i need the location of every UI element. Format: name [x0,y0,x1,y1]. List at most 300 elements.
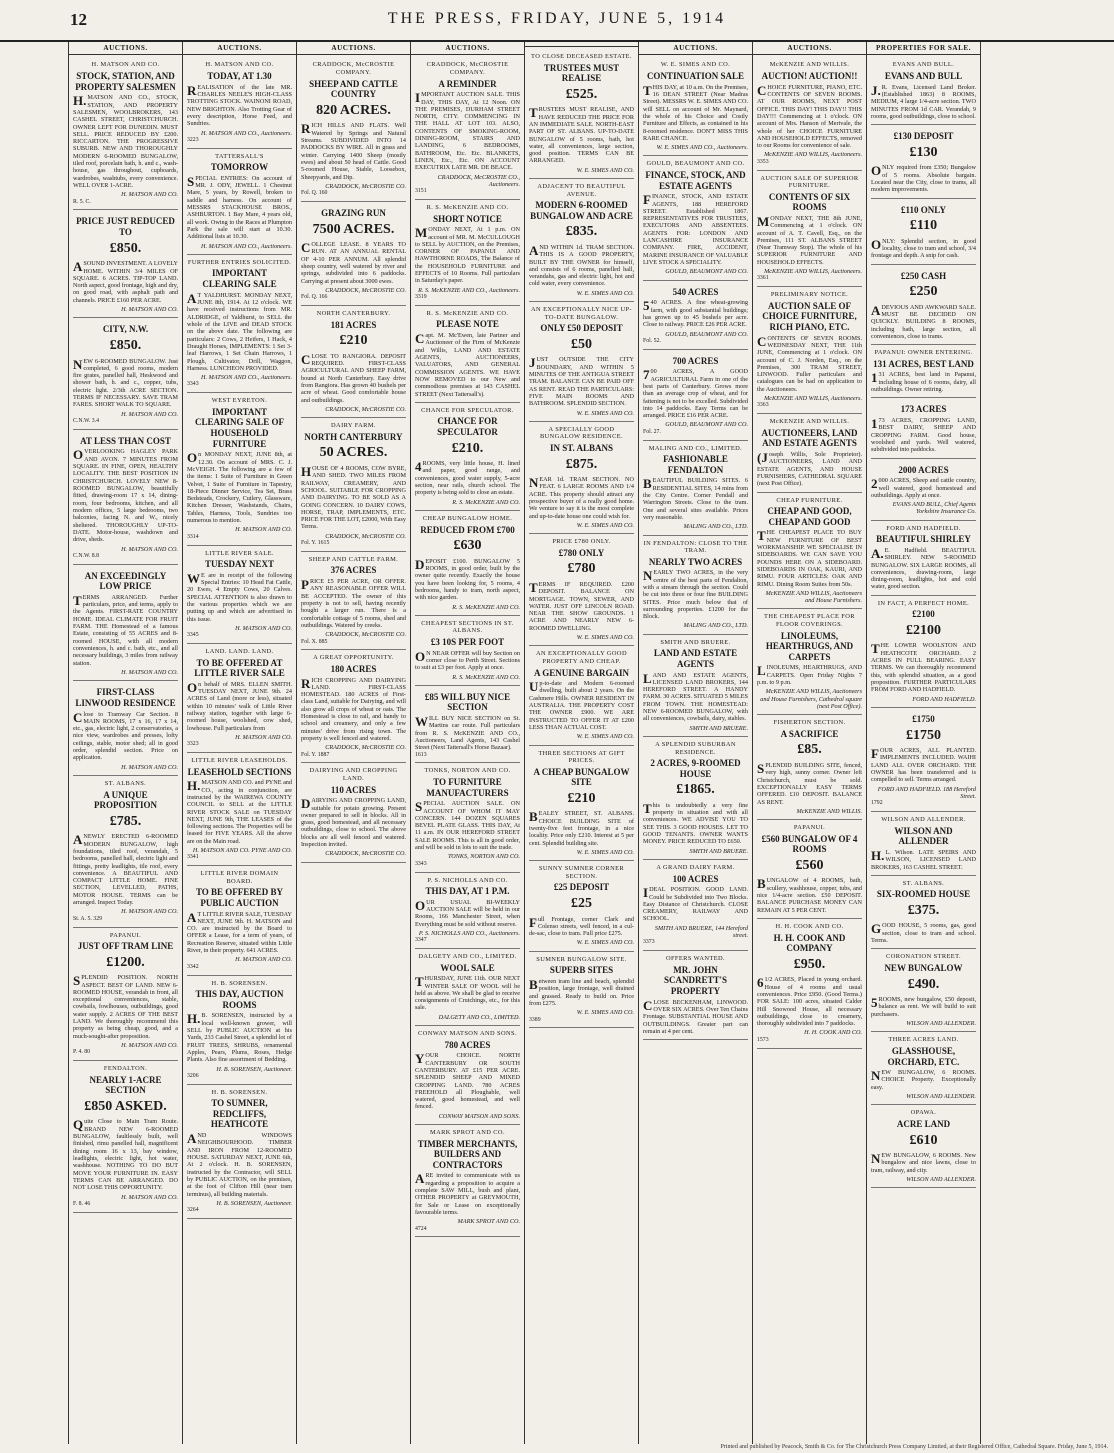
ad-price: £1865. [676,782,715,798]
advertisement [871,1107,976,1188]
ad-headline: A REMINDER [438,78,497,89]
ad-headline: STOCK, STATION, AND PROPERTY SALESMEN [75,71,176,92]
advertiser-name: THREE SECTIONS AT GIFT PRICES. [538,749,625,765]
advertisement [871,598,976,708]
ad-headline: 700 ACRES [672,355,719,366]
ad-headline: A GENUINE BARGAIN [533,667,629,678]
ad-headline: IMPORTANT CLEARING SALE [202,268,277,290]
ad-body: BEAUTIFUL BUILDING SITES. 6 RESIDENTIAL SITES, 14 mins from the City Centre. Corner Fendall and Warrington Streets. Close to the tram. One and several sites available. Prices very reasonable. [643,476,748,521]
advertisement [643,637,748,737]
advertisement [73,567,178,682]
ad-reference: 3363 [757,402,769,409]
ad-headline: LINOLEUMS, HEARTHRUGS, AND CARPETS [765,630,854,662]
advertisement [871,710,976,812]
ad-price: £50 [571,336,592,352]
advertisement [871,267,976,346]
advertiser-name: MALING AND CO., LIMITED. [648,444,743,452]
ad-headline: JUST OFF TRAM LINE [77,941,174,952]
advertiser-name: DAIRYING AND CROPPING LAND. [309,767,398,783]
ad-headline: £130 DEPOSIT [893,131,954,142]
ad-reference: 3264 [187,1207,199,1214]
ad-headline: £110 ONLY [901,204,946,215]
ad-body: GOOD HOUSE, 5 rooms, gas, good section, close to tram and school. Terms. [871,921,976,945]
column-heading: AUCTIONS. [297,44,410,55]
ad-body: NEAR 1d. TRAM SECTION. NO FEAT. 6 LARGE ROOMS AND 1/4 ACRE. This property should attract any prospective buyer of a really good home. We venture to say it is the most complete and up-to-date house one could wish for. [529,475,634,520]
advertisement [871,127,976,198]
ad-body: H.B. SORENSEN, instructed by a local well-known grower, will SELL by PUBLIC AUCTION at his Yards, 233 Cashel Street, a splendid lot of FRUIT TREES, SHRUBS, ornamental Apples, Pears, Plums, Roses, Hedge Plants. Also fine assortment of Bedding. [187,1011,292,1064]
ad-body: 4ROOMS, very little house, H. lined and paper, good range, and conveniences, good water supply, 5-acre section, near rails, church school. The property is being sold to close an estate. [415,459,520,497]
advertiser-name: CHANCE FOR SPECULATOR. [421,406,514,414]
ad-headline: AN EXCEEDINGLY LOW PRICE [84,570,167,592]
advertiser-name: FURTHER ENTRIES SOLICITED. [187,258,292,266]
ad-body: COLLEGE LEASE. 8 YEARS TO RUN. AT AN ANNUAL RENTAL OF 4-10 PER ANNUM. All splendid sheep country, well watered by river and springs, subdivided into 6 paddocks. Carrying at present about 3000 ewes. [301,240,406,285]
advertisement [73,930,178,1062]
ad-signature: CRADDOCK, McCROSTIE CO. [325,631,406,639]
advertisement [73,320,178,429]
ad-signature: CONWAY MATSON AND SONS. [438,1112,520,1120]
ad-body: 131 ACRES, best land in Papanui, including house of 6 rooms, dairy, all outbuildings. Owner retiring. [871,370,976,394]
ad-signature: H. MATSON AND CO., Auctioneers. [201,374,292,382]
advertisement [187,755,292,866]
ad-signature: H. MATSON AND CO. [121,306,178,314]
ad-signature: P. S. NICHOLLS AND CO., Auctioneers. [418,929,520,937]
ad-headline: NEARLY 1-ACRE SECTION [89,1074,162,1096]
ad-price: £85. [797,742,822,758]
ad-body: REALISATION of the late MR. CHARLES NEELE'S HIGH-CLASS TROTTING STOCK. WAINONI ROAD, NEW BRIGHTON. Also Trotting Gear of every description, Horse Feed, and Sundries. [187,82,292,128]
advertisement [415,688,520,764]
advertisement [529,304,634,422]
ad-headline: FIRST-CLASS LINWOOD RESIDENCE [75,687,176,708]
ad-headline: PLEASE NOTE [436,319,499,330]
ad-signature: MARK SPROT AND CO. [457,1218,520,1226]
ad-signature: CRADDOCK, McCROSTIE CO., Auctioneers. [437,173,520,188]
column-heading: AUCTIONS. [411,44,524,55]
ad-signature: H. MATSON AND CO. [121,908,178,916]
ad-body: A.E. Hadfield. BEAUTIFUL SHIRLEY. NEW 5-ROOMED BUNGALOW. SIX LARGE ROOMS, all conveniences, drawing-room, large dining-room, leadlights, hot and cold water, good section. [871,545,976,591]
ad-reference: Fol. 27. [643,428,661,435]
ad-headline: £780 ONLY [558,547,605,558]
ad-signature: McKENZIE AND WILLIS, Auctioneers. [764,395,862,403]
ad-headline: SHORT NOTICE [433,213,502,224]
ad-headline: TO FURNITURE MANUFACTURERS [426,776,509,798]
advertiser-name: DAIRY FARM. [331,422,376,430]
column-4 [411,42,525,1444]
advertisement [757,289,862,414]
ad-signature: WILSON AND ALLENDER. [906,1020,976,1028]
advertisement [643,862,748,951]
advertisement [529,51,634,179]
advertiser-name: EVANS AND BULL. [892,61,955,69]
ad-signature: W. E. SIMES AND CO. [576,939,634,947]
advertisement [643,283,748,350]
advertiser-name: TONKS, NORTON AND CO. [424,767,511,775]
ad-signature: R. S. McKENZIE AND CO. [452,498,520,506]
ad-price: £210 [339,333,368,349]
ad-body: THIS DAY, at 10 a.m. On the Premises, 16 DEAN STREET (Near Madras Street). MESSRS W. E. SIMES AND CO. will SELL on account of Mr. Maynard, the whole of his Choice and Costly Furniture and Effects, as contained in his 8-roomed residence. DON'T MISS THIS RARE CHANCE. [643,82,748,142]
ad-reference: 3343 [415,860,427,867]
ad-signature: H. MATSON AND CO., Auctioneers. [201,242,292,250]
advertisement [301,204,406,306]
ad-body: NEARLY TWO ACRES, in the very centre of the best parts of Fendalton, with a stream through the section. Could be cut into three or four fine BUILDING SITES. Price much below that of surrounding properties. £1200 for the Block. [643,568,748,621]
ad-body: Up-to-date and Modern 6-roomed dwelling, built about 2 years. On the Cashmere Hills. OWNER RESIDENT IN AUSTRALIA. THE PROPERTY COST THE OWNER £900. WE ARE INSTRUCTED TO OFFER IT AT £200 LESS THAN ACTUAL COST. [529,679,634,731]
ad-headline: FINANCE, STOCK, AND ESTATE AGENTS [645,170,746,191]
advertisement [301,308,406,418]
advertisement [757,416,862,492]
ad-reference: Fol. Y. 1615 [301,540,330,547]
ad-reference: 3341 [187,854,199,861]
advertisement [415,618,520,686]
ad-body: AND WITHIN 1d. TRAM SECTION. THIS IS A GOOD PROPERTY, BUILT BY THE OWNER for himself, and consists of 6 rooms, panelled hall, verandahs, gas and electric light, hot and cold water, every convenience. [529,242,634,288]
masthead [0,0,1114,42]
advertisement [871,878,976,950]
advertiser-name: ST. ALBANS. [104,780,147,788]
ad-reference: 1613 [415,751,427,758]
advertiser-name: McKENZIE AND WILLIS. [769,61,850,69]
ad-headline: TUESDAY NEXT [204,559,275,570]
advertisement [529,424,634,534]
ad-body: Capt. M. Mc'Ewen, late Partner and Auctioneer of the Firm of McKenzie and Willis, LAND AND ESTATE AGENTS, AUCTIONEERS, VALUATORS, AND GENERAL COMMISSION AGENTS. WE HAVE NOW REMOVED to our New and commodious premises at 143 CASHEL STREET (Next Tattersall's). [415,331,520,398]
ad-reference: Fol. Q. 160 [301,190,328,197]
advertisement [187,978,292,1085]
ad-signature: W. E. SIMES AND CO., Auctioneers. [656,144,748,152]
ad-price: £2100 [906,622,941,638]
ad-headline: CHANCE FOR SPECULATOR [437,416,498,437]
ad-body: ADEVIOUS AND AWKWARD SALE. MUST BE DECIDED ON QUICKLY. BUILDING 8 ROOMS, including bath, large section, all conveniences, close to trams. [871,302,976,341]
ad-body: 173 ACRES, CROPPING LAND, BEST DAIRY, SHEEP AND CROPPING FARM. Good house, woolshed and yards. Well watered, subdivided into paddocks. [871,416,976,454]
ad-reference: 3373 [643,939,655,946]
advertiser-name: OPAWA. [910,1109,937,1117]
advertisement [871,347,976,398]
ad-headline: AT LESS THAN COST [80,435,171,446]
advertisement [73,1063,178,1213]
advertisement [301,59,406,201]
column-2 [183,42,297,1444]
ad-headline: 540 ACRES [672,286,719,297]
ad-signature: McKENZIE AND WILLIS, Auctioneers. [764,151,862,159]
ad-body: LINOLEUMS, HEARTHRUGS, AND CARPETS. Open Friday Nights 7 p.m. to 9 p.m. [757,663,862,687]
ad-reference: 3347 [415,937,427,944]
ad-price: 7500 ACRES. [312,221,395,237]
ad-headline: AUCTION SALE OF CHOICE FURNITURE, RICH PIANO, ETC. [762,300,857,332]
ad-body: 700 ACRES, A GOOD AGRICULTURAL Farm in one of the best parts of Canterbury. Grows more than an average crop of wheat, and for fattening is not to be excelled. Subdivided into 14 paddocks. Easy Terms can be arranged. PRICE £16 PER ACRE. [643,367,748,420]
ad-body: Full Frontage, corner Clark and Colenso streets, well fenced, in a cul-de-sac, close to tram. Full price £275. [529,914,634,938]
ad-body: DAIRYING AND CROPPING LAND, suitable for potato growing. Present owner prepared to sell in blocks. All in grass, good homestead, and all necessary outbuildings, close to school. The above blocks are all well fenced and watered. Inspection invited. [301,796,406,849]
ad-headline: ACRE LAND [896,1118,951,1129]
ad-headline: 780 ACRES [444,1039,491,1050]
ad-signature: H. MATSON AND CO. [121,545,178,553]
ad-body: MONDAY NEXT, THE 8th JUNE, Commencing at 1 o'clock. ON account of A. T. Cavell, Esq., on the Premises, 111 ST. ALBANS STREET (Near Tramway Stop). The whole of his SUPERIOR FURNITURE AND HOUSEHOLD EFFECTS. [757,213,862,266]
ad-body: H.MATSON AND CO. and PYNE and CO., acting in conjunction, are instructed by the WAIREWA COUNTY COUNCIL to SELL at the LITTLE RIVER STOCK SALE on TUESDAY NEXT, JUNE 9th, THE LEASES of the following sections. The Properties will be leased for FIVE YEARS. All the above are on the Main road. [187,778,292,845]
advertisement [187,59,292,148]
ad-signature: R. S. McKENZIE AND CO. [452,673,520,681]
ad-body: 5ROOMS, new bungalow, £50 deposit, balance as rent. We will build to suit purchasers. [871,995,976,1018]
advertiser-name: H. MATSON AND CO. [91,61,160,69]
ad-body: TRUSTEES MUST REALISE, AND HAVE REDUCED THE PRICE FOR AN IMMEDIATE SALE. NORTH-EAST PART OF ST. ALBANS. UP-TO-DATE BUNGALOW of 5 rooms, bath, hot water, all conveniences, large section, good position. TERMS CAN BE ARRANGED. [529,105,634,165]
ad-body: ASOUND INVESTMENT. A LOVELY HOME. WITHIN 3/4 MILES OF SQUARE. 6 ACRES. TIP-TOP LAND. North aspect, good frontage, high and dry, on good road, with asphalt path and channels. PRICE £160 PER ACRE. [73,259,178,304]
advertiser-name: AUCTION SALE OF SUPERIOR FURNITURE. [760,174,859,190]
ad-price: £850 ASKED. [84,1098,167,1114]
advertisement [187,257,292,393]
ad-body: 540 ACRES. A fine wheat-growing farm, with good substantial buildings; has grown up to 45 bushels per acre. Close to railway. PRICE £26 PER ACRE. [643,298,748,329]
ad-body: ON NEAR OFFER will buy Section on corner close to Perth Street. Sections to suit at £3 per foot. Apply at once. [415,648,520,672]
advertiser-name: PAPANUI. [793,824,826,832]
advertisement [529,536,634,646]
ad-reference: 3151 [415,188,427,195]
ad-headline: WOOL SALE [440,962,495,973]
advertiser-name: THE CHEAPEST PLACE FOR FLOOR COVERINGS. [764,613,855,629]
ad-headline: REDUCED FROM £700 [420,524,515,535]
advertiser-name: LITTLE RIVER SALE. [205,549,274,557]
ad-headline: MODERN 6-ROOMED BUNGALOW AND ACRE [530,200,633,221]
advertisement [529,954,634,1029]
advertiser-name: SHEEP AND CATTLE FARM. [308,555,399,563]
ad-price: £875. [565,456,598,472]
ad-reference: 3345 [187,632,199,639]
ad-signature: R. S. McKENZIE AND CO. [452,603,520,611]
ad-signature: SMITH AND BRUERE. [689,847,748,855]
ad-headline: SHEEP AND CATTLE COUNTRY [309,78,398,100]
ad-price: £375. [907,902,940,918]
advertisement [643,59,748,156]
advertiser-name: DALGETY AND CO., LIMITED. [418,953,517,961]
ad-body: FINANCE, STOCK, AND ESTATE AGENTS, 188 HEREFORD STREET. Established 1867. REPRESENTATIVES FOR TRUSTEES, EXECUTORS AND ABSENTEES. AGENTS FOR: LONDON AND LANCASHIRE INSURANCE COMPANY. FIRE, ACCIDENT, MARINE INSURANCE OF VALUABLE LIVE STOCK A SPECIALITY. [643,192,748,267]
ad-headline: 180 ACRES [330,663,377,674]
ad-reference: 3343 [187,381,199,388]
ad-body: THE LOWER WOOLSTON AND HEATHCOTE ORCHARD. 2 ACRES IN FULL BEARING. EASY TERMS. We can thoroughly recommend this, with splendid situation, as a good proposition. FURTHER PARTICULARS FROM FORD AND HADFIELD. [871,641,976,694]
advertiser-name: IN FENDALTON: CLOSE TO THE TRAM. [643,539,748,555]
ad-body: H.L. Wilson. LATE SPEIRS AND WILSON, LICENSED LAND BROKERS, 163 CASHEL STREET. [871,847,976,871]
advertisement [415,875,520,950]
ad-price: £525. [565,86,598,102]
ad-body: FOUR ACRES, ALL PLANTED. IMPLEMENTS INCLUDED. WAIHI LAND ALL OVER ORCHARD. THE OWNER has been transferred and is compelled to sell. Terms arranged. [871,746,976,784]
advertiser-name: H. B. SORENSEN. [211,1088,268,1096]
advertiser-name: CHEAPEST SECTIONS IN ST. ALBANS. [421,619,514,635]
ad-reference: 3342 [187,963,199,970]
ad-signature: H. MATSON AND CO. [235,624,292,632]
advertiser-name: PAPANUI: OWNER ENTERING. [874,349,973,357]
ad-body: AT LITTLE RIVER SALE, TUESDAY NEXT, JUNE 9th. H. MATSON and CO. are instructed by the Board to OFFER a Lease, for a term of years, of Recreation Reserve, situated within Little River, in their property. 641 ACRES. [187,909,292,955]
ad-price: £850. [109,337,142,353]
column-3 [297,42,411,1444]
ad-headline: 181 ACRES [330,319,377,330]
ad-headline: A CHEAP BUNGALOW SITE [533,766,630,788]
advertiser-name: FENDALTON. [103,1065,148,1073]
ad-reference: 3206 [187,1072,199,1079]
ad-headline: TO BE OFFERED BY PUBLIC AUCTION [195,887,284,908]
ad-headline: SUPERB SITES [549,965,614,976]
ad-price: 820 ACRES. [316,102,391,118]
ad-signature: W. E. SIMES AND CO. [576,733,634,741]
advertiser-name: H. MATSON AND CO. [205,61,274,69]
ad-headline: LEASEHOLD SECTIONS [187,766,292,777]
ad-headline: A UNIQUE PROPOSITION [93,789,157,811]
advertisement [187,151,292,255]
ad-price: 50 ACRES. [319,445,388,461]
advertisement [415,951,520,1026]
ad-price: £1200. [106,954,145,970]
ad-signature: CRADDOCK, McCROSTIE CO. [325,744,406,752]
advertisement [757,717,862,820]
ad-body: HOUSE OF 4 ROOMS, COW BYRE, AND SHED. TWO MILES FROM RAILWAY, CREAMERY, AND SCHOOL. SUITABLE FOR CROPPING AND DAIRYING. TO BE SOLD AS A GOING CONCERN. 10 DAIRY COWS, HORSE, TRAP, IMPLEMENTS, ETC. PRICE FOR THE LOT, £2000, With Easy Terms. [301,463,406,531]
advertisement [871,523,976,596]
ad-signature: GOULD, BEAUMONT AND CO. [665,421,748,429]
ad-signature: H. MATSON AND CO., Auctioneers. [201,129,292,137]
ad-signature: WILSON AND ALLENDER. [906,1093,976,1101]
ad-body: IDEAL POSITION. GOOD LAND. Could be Subdivided into Two Blocks. Easy Distance of Christchurch. CLOSE CREAMERY, RAILWAY AND SCHOOL. [643,885,748,923]
advertisement [643,538,748,635]
ad-headline: £560 BUNGALOW OF 4 ROOMS [761,833,858,855]
advertisement [187,1087,292,1219]
ad-headline: CONTENTS OF SIX ROOMS [768,191,851,213]
ad-signature: SMITH AND BRUERE, 144 Hereford street. [654,924,748,940]
ad-signature: McKENZIE AND WILLIS, Auctioneers and House Furnishers, Cathedral square (next Post Office). [760,688,862,710]
ad-body: RICH HILLS AND FLATS. Well Watered by Springs and Natural Streams. SUBDIVIDED INTO 14 PADDOCKS BY WIRE. All in grass and winter. Carrying 1400 Sheep (mostly ewes) and about 50 head of Cattle. Good 5-roomed House, Stable, Loosebox, Sheepyards, and Dip. [301,121,406,181]
ad-body: On behalf of MRS. ELLEN SMITH. TUESDAY NEXT, JUNE 9th. 24 ACRES of Land (more or less), situated within 10 minutes' walk of Little River railway station, together with large 6-roomed house, woolshed, cow shed, lowhouse. Full particulars from [187,679,292,732]
ad-reference: R. 5. C. [73,198,91,205]
ad-headline: IN ST. ALBANS [549,442,614,453]
ad-signature: CRADDOCK, McCROSTIE CO. [325,182,406,190]
ad-body: ONLY: Splendid section, in good locality, close to tram and school, 3/4 frontage and depth. A snip for cash. [871,236,976,260]
ad-headline: 100 ACRES [672,873,719,884]
ad-signature: H. MATSON AND CO. [121,763,178,771]
ad-signature: H. B. SORENSEN, Auctioneer. [216,1199,292,1207]
ad-body: AT YALDHURST. MONDAY NEXT, JUNE 8th, 1914. At 12 o'clock. WE have received instructions from MR. ALDRIDGE, of Yaldhurst, to SELL the whole of the LIVE and DEAD STOCK on the above date. The following are particulars: 2 Cows, 2 Heifers, 1 Hack, 4 Draught Horses, IMPLEMENTS: 1 Set 3-leaf Harrows, 1 Set Chain Harrows, 1 Plough, Cultivator, Drill, Waggon, Harness. LUNCHEON PROVIDED. [187,290,292,372]
ad-price: £490. [907,976,940,992]
ad-body: This is undoubtedly a very fine property in situation and with all conveniences. WE ADVISE YOU TO SEE THIS. 3 GOOD HOUSES. LET TO GOOD TENANTS. OWNER WANTS MONEY. PRICE REDUCED TO £650. [643,800,748,846]
column-heading: AUCTIONS. [753,44,866,55]
ad-headline: A SACRIFICE [780,728,839,739]
ad-signature: H. MATSON AND CO. [121,1193,178,1201]
ad-signature: W. E. SIMES AND CO. [576,409,634,417]
ad-body: NEW BUNGALOW, 6 ROOMS. New bungalow and nice lawns, close to tram, railway, and city. [871,1151,976,1174]
advertisement [301,652,406,763]
advertiser-name: A GRAND DAIRY FARM. [656,864,735,872]
ad-signature: CRADDOCK, McCROSTIE CO. [325,286,406,294]
column-7 [753,42,867,1444]
ad-body: OVERLOOKING HAGLEY PARK AND AVON. 7 MINUTES FROM SQUARE. IN FINE, OPEN, HEALTHY LOCALITY. THE BEST POSITION IN CHRISTCHURCH. LOVELY NEW 8-ROOMED BUNGALOW, beautifully fitted, drawing-room 17 x 14, dining-room, four bedrooms, kitchen, and all modern offices, 5 large bedrooms, two balconies, facing N. and W., nicely sheltered. THOROUGHLY UP-TO-DATE. Motor-house, washdown and drive, sheds. [73,447,178,544]
ad-body: TERMS IF REQUIRED. £200 DEPOSIT. BALANCE ON MORTGAGE. TOWN, SEWER, AND WATER. JUST OFF LINCOLN ROAD. NEAR THE SHOW GROUNDS. 1 ACRE AND NEARLY NEW 6-ROOMED DWELLING. [529,579,634,632]
column-5 [525,42,639,1444]
ad-signature: R. S. McKENZIE AND CO., Auctioneers. [418,286,520,294]
newspaper-page [68,42,1109,1444]
ad-signature: H. MATSON AND CO. PYNE AND CO. [192,847,292,855]
advertisement [73,778,178,928]
ad-reference: 3314 [187,533,199,540]
advertiser-name: W. E. SIMES AND CO. [660,61,731,69]
advertisement [757,921,862,1049]
advertisement [871,1034,976,1105]
ad-body: NEW BUNGALOW, 6 ROOMS. CHOICE Property. Exceptionally easy. [871,1068,976,1091]
ad-headline: FASHIONABLE FENDALTON [663,454,728,475]
ad-price: £210 [567,790,596,806]
ad-headline: GLASSHOUSE, ORCHARD, ETC. [887,1045,960,1067]
ad-body: J.R. Evans, Licensed Land Broker. (Established 1863) 8 ROOMS, MEDIUM, 4 large 1/4-acre section. TWO MINUTES FROM 1d CAR. Verandah, 9 rooms, good outbuildings, close to school. [871,82,976,120]
ad-headline: THIS DAY, AUCTION ROOMS [195,989,284,1010]
ad-signature: H. MATSON AND CO. [121,1042,178,1050]
advertiser-name: AN EXCEPTIONALLY NICE UP-TO-DATE BUNGALOW. [531,306,632,321]
ad-body: SPLENDID BUILDING SITE, fenced, very high, sunny corner. Owner left Christchurch, must be sold. EXCEPTIONALLY EASY TERMS OFFERED. £10 DEPOSIT. BALANCE AS RENT. [757,760,862,806]
advertisement [757,173,862,288]
ad-reference: 3223 [187,136,199,143]
ad-signature: GOULD, BEAUMONT AND CO. [665,330,748,338]
column-heading: AUCTIONS. [639,44,752,55]
advertisement [871,951,976,1032]
ad-body: (Joseph Willis, Sole Proprietor). AUCTIONEERS, LAND AND ESTATE AGENTS, AND HOUSE FURNISHERS, CATHEDRAL SQUARE (next Post Office). [757,450,862,488]
advertiser-name: R. S. McKENZIE AND CO. [426,309,509,317]
advertisement [415,308,520,403]
advertiser-name: R. S. McKENZIE AND CO. [426,204,509,212]
ad-body: ONLY required from £350; Bungalow of 5 rooms. Absolute bargain. Located near the City, close to trams, all modern improvements. [871,163,976,194]
advertisement [529,748,634,862]
ad-signature: CRADDOCK, McCROSTIE CO. [325,405,406,413]
ad-signature: H. B. SORENSEN, Auctioneer. [216,1065,292,1073]
ad-signature: W. E. SIMES AND CO. [576,521,634,529]
ad-headline: 376 ACRES [330,565,377,576]
ad-body: ARE invited to communicate with us regarding a proposition to acquire a complete SAW MILL, bush and plant, OTHER PROPERTY at GREYMOUTH, for Sale or Lease on exceptionally favourable terms. [415,1171,520,1216]
ad-headline: 2 ACRES, 9-ROOMED HOUSE [650,758,741,779]
advertiser-name: CRADDOCK, McCROSTIE COMPANY. [312,61,395,77]
ad-price: £835. [565,224,598,240]
advertiser-name: ST. ALBANS. [902,879,945,887]
ad-body: PRICE £5 PER ACRE, OR OFFER. ANY REASONABLE OFFER WILL BE ACCEPTED. The owner of this property is not to sell, having recently bought a larger run. There is a comfortable cottage of 5 rooms, shed and outbuildings. Watered by creeks. [301,577,406,629]
advertisement [415,202,520,306]
advertiser-name: FISHERTON SECTION. [773,719,846,727]
advertiser-name: P. S. NICHOLLS AND CO. [427,876,508,884]
ad-headline: AUCTIONEERS, LAND AND ESTATE AGENTS [761,427,858,449]
column-heading [525,44,638,47]
ad-body: OUR USUAL BI-WEEKLY AUCTION SALE will be held in our Rooms, 166 Manchester Street, when Everything must be sold without reserve. [415,897,520,928]
ad-headline: TOMORROW [210,162,269,173]
advertisement [871,59,976,125]
advertisement [301,765,406,862]
ad-body: SPECIAL ENTRIES: On account of MR. J. ODY, JEWELL. 1 Chestnut Mare, 5 years, by Rowell, broken to saddle and harness. On account of MESSRS STACKHOUSE BROS., ASHBURTON. 1 Bay Mare, 4 years old, all work. Owing to the Races at Plumpton Park the sale will start at 10.30. Additional lists at 10.30. [187,173,292,241]
advertisement [871,814,976,876]
ad-headline: TODAY, AT 1.30 [207,71,272,82]
advertisement [757,822,862,919]
advertiser-name: AN EXCEPTIONALLY GOOD PROPERTY AND CHEAP. [536,650,627,665]
ad-price: £25 [571,896,592,912]
imprint: Printed and published by Peacock, Smith & Co. for The Christchurch Press Company Limited, at their Registered Office, Cathedral Square. [720,1444,1057,1450]
ad-signature: H. MATSON AND CO. [235,733,292,741]
advertisement [643,443,748,536]
advertisement [757,611,862,715]
advertiser-name: A GREAT OPPORTUNITY. [313,654,394,662]
footer [68,1444,1108,1452]
advertiser-name: PRICE £780 ONLY. [552,538,611,546]
ad-body: ANEWLY ERECTED 6-ROOMED MODERN BUNGALOW, high foundations, tiled roof, verandah, 5 bedrooms, panelled hall, electric light and fittings, pretty leadlights, tile roof, every convenience. A BEAUTIFUL AND COMPACT LITTLE HOME. FINE SECTION, LEVELLED, PATHS, MOTOR HOUSE. TERMS can be arranged. Inspect Today. [73,832,178,907]
ad-body: THE CHEAPEST PLACE TO BUY NEW FURNITURE OF BEST WORKMANSHIP. WE SPECIALISE IN SIDEBOARDS. WE CAN SAVE YOU POUNDS HERE ON A SIDEBOARD. SIDEBOARDS IN OAK, KAURI, AND RIMU. FOUR ARTICLES: OAK AND RIMU. Dining Room Suites from 50s. [757,528,862,588]
ad-headline: MR. JOHN SCANDRETT'S PROPERTY [663,964,728,996]
advertisement [415,1028,520,1125]
advertiser-name: SUMNER BUNGALOW SITE. [536,955,627,963]
ad-headline: £85 WILL BUY NICE SECTION [424,691,511,713]
advertisement [871,400,976,458]
ad-headline: £250 CASH [900,270,947,281]
advertisement [643,953,748,1040]
column-6 [639,42,753,1444]
ad-headline: LAND AND ESTATE AGENTS [653,648,738,669]
ad-price: £130 [909,144,938,160]
ad-body: MONDAY NEXT, At 1 p.m. ON account of MR. M. McCULLOUGH to SELL by AUCTION, on the Premises, CORNER OF PAPANUI AND HAWTHORNE ROADS, The Balance of the HOUSEHOLD FURNITURE and EFFECTS of 10 Rooms. Full particulars in Saturday's paper. [415,225,520,285]
ad-signature: H. MATSON AND CO. [121,191,178,199]
ad-price: £560 [795,857,824,873]
ad-headline: WILSON AND ALLENDER [894,825,953,847]
advertiser-name: A SPLENDID SUBURBAN RESIDENCE. [655,741,736,756]
ad-body: NEW 6-ROOMED BUNGALOW. Just completed, 6 good rooms, modern fire grates, panelled hall, Heskwood and shower bath, h. and c., copper, tubs, electric light. 2/3th ACRE SECTION. TERMS IF NECESSARY. SAVE TRAM FARES. SHORT WALK TO SQUARE. [73,356,178,409]
advertiser-name: THREE ACRES LAND. [888,1036,959,1044]
advertisement [643,352,748,441]
ad-body: On MONDAY NEXT, JUNE 8th, at 12.30. On account of MRS. C. J. McVEIGH. The following are a few of the items: 1 Suite of Furniture in Green Velvet, 1 Suite of Furniture in Tapestry, 18-Piece Dinner Service, Tea Set, Brass Bedsteads, Crockery, Cutlery, Glassware, Kitchen Dresser, Washstands, Chairs, Tables, Harness, Tools, Sundries too numerous to mention. [187,450,292,525]
